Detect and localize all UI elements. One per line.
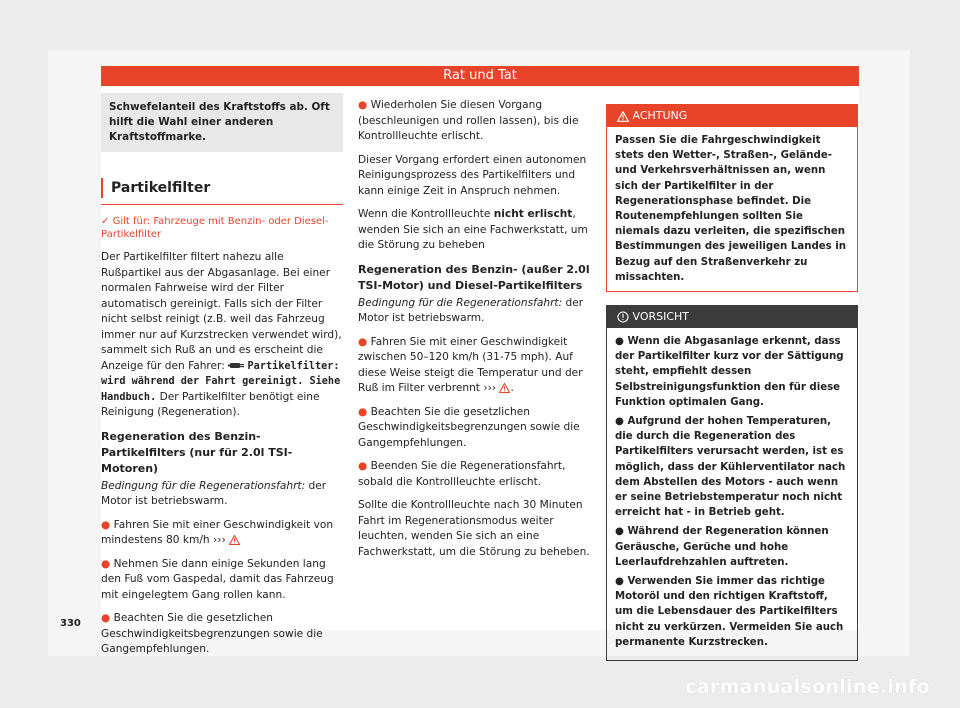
list-item	[101, 557, 343, 604]
paragraph-text: Wenn die Kontrollleuchte	[358, 208, 491, 220]
list-item-text: Beachten Sie die gesetzlichen Geschwindigkeitsbegrenzungen sowie die Gangempfehlungen.	[101, 612, 323, 655]
warning-box	[606, 104, 858, 292]
column-1	[101, 86, 343, 666]
caution-box	[606, 305, 858, 661]
list-item-text: Fahren Sie mit einer Geschwindigkeit von mindestens 80 km/h	[101, 518, 334, 546]
list-item	[615, 334, 849, 410]
warning-triangle-icon	[229, 535, 240, 545]
warning-triangle-icon	[617, 111, 629, 122]
header-title: Rat und Tat	[443, 68, 517, 83]
column-2	[358, 86, 600, 568]
section-title: Partikelfilter	[101, 178, 343, 198]
arrow-ref[interactable]: ›››	[483, 382, 497, 394]
title-rule	[101, 204, 343, 205]
caution-title: VORSICHT	[632, 310, 690, 324]
intro-text: Der Partikelfilter filtert nahezu alle Rußpartikel aus der Abgasanlage. Bei einer normalen Fahrweise wird der Filter automatisch gereinigt. Falls sich der Filter nicht selbst reinigt (z.B. weil das Fahrzeug immer nur auf Kurzstrecken verwendet wird), sammelt sich Ruß an und es erscheint die Anzeige für den Fahrer:	[101, 251, 342, 372]
paragraph-text-2: , wenden Sie sich an eine Fachwerkstatt, um die Störung zu beheben	[358, 208, 588, 251]
caution-body	[607, 328, 857, 660]
list-item-text: Wiederholen Sie diesen Vorgang (beschleunigen und rollen lassen), bis die Kontrollleuchte erlischt.	[358, 99, 579, 142]
paragraph: Sollte die Kontrollleuchte nach 30 Minuten Fahrt im Regenerationsmodus weiter leuchten, wenden Sie sich an eine Fachwerkstatt, um die Störung zu beheben.	[358, 499, 590, 558]
bullet-icon: ●	[101, 518, 111, 531]
page-number: 330	[60, 618, 81, 629]
bullet-icon: ●	[615, 526, 624, 538]
particle-filter-icon	[228, 361, 244, 370]
list-item-text: Aufgrund der hohen Temperaturen, die durch die Regeneration des Partikelfilters verursacht werden, ist es möglich, dass der Kühlerventilator nach dem Abstellen des Motors - auch wenn er seine Betriebstemperatur noch nicht erreicht hat - in Betrieb geht.	[615, 416, 846, 519]
list-item-text: Beenden Sie die Regenerationsfahrt, sobald die Kontrollleuchte erlischt.	[358, 460, 566, 488]
condition-text: der Motor ist betriebswarm.	[358, 296, 584, 324]
condition-text: der Motor ist betriebswarm.	[101, 479, 327, 507]
warning-text: Passen Sie die Fahrgeschwindigkeit stets den Wetter-, Straßen-, Gelände- und Verkehrsverhältnissen an, wenn sich der Partikelfilter in der Regenerationsphase befindet. Die Routenempfehlungen sollten Sie niemals dazu verleiten, die spezifischen Bestimmungen des jeweiligen Landes in Bezug auf den Straßenverkehr zu missachten.	[615, 135, 847, 283]
bullet-icon: ●	[615, 336, 624, 348]
caution-header	[607, 306, 857, 328]
list-item-text: Beachten Sie die gesetzlichen Geschwindigkeitsbegrenzungen sowie die Gangempfehlungen.	[358, 405, 580, 449]
bullet-icon: ●	[358, 335, 368, 348]
info-circle-icon	[617, 311, 629, 323]
list-item	[101, 518, 343, 549]
warning-title: ACHTUNG	[632, 109, 688, 122]
subheading-diesel: Regeneration des Benzin- (außer 2.0l TSI-Motor) und Diesel-Partikelfilters	[358, 262, 590, 292]
list-item	[615, 524, 849, 570]
list-item	[358, 405, 600, 452]
applies-to	[101, 215, 343, 241]
bullet-icon: ●	[615, 576, 624, 588]
warning-triangle-icon	[499, 383, 510, 393]
list-item-text: Wenn die Abgasanlage erkennt, dass der Partikelfilter kurz vor der Sättigung steht, empfiehlt dessen Selbstreinigungsfunktion den für diese Funktion optimalen Gang.	[615, 336, 844, 408]
bullet-icon: ●	[101, 557, 111, 570]
intro-paragraph	[101, 250, 343, 421]
list-item: ● Fahren Sie mit einer Geschwindigkeit zwischen 50–120 km/h (31-75 mph). Auf diese Weise steigt die Temperatur und der Ruß im Filter verbrennt ››› .	[358, 335, 583, 394]
list-item	[101, 611, 343, 658]
intro-box: Schwefelanteil des Kraftstoffs ab. Oft hilft die Wahl einer anderen Kraftstoffmarke.	[101, 93, 343, 152]
watermark: carmanualsonline.info	[685, 676, 930, 698]
paragraph: Dieser Vorgang erfordert einen autonomen Reinigungsprozess des Partikelfilters und kann einige Zeit in Anspruch nehmen.	[358, 153, 587, 197]
header-bar	[101, 66, 859, 86]
page-content	[101, 86, 859, 655]
bullet-icon: ●	[101, 612, 111, 624]
intro-text-2: Der Partikelfilter benötigt eine Reinigung (Regeneration).	[101, 390, 320, 418]
condition	[358, 296, 600, 327]
display-message: Partikelfilter: wird während der Fahrt gereinigt. Siehe Handbuch.	[101, 360, 341, 403]
bullet-icon: ●	[358, 460, 368, 472]
bullet-icon: ●	[615, 416, 624, 428]
applies-text: Gilt für: Fahrzeuge mit Benzin- oder Diesel-Partikelfilter	[101, 216, 329, 240]
list-item-text: Verwenden Sie immer das richtige Motoröl und den richtigen Kraftstoff, um die Lebensdauer des Partikelfilters nicht zu verkürzen. Vermeiden Sie auch permanente Kurzstrecken.	[615, 576, 844, 648]
bullet-icon: ●	[358, 99, 368, 111]
list-item	[358, 459, 600, 490]
list-item	[615, 414, 849, 520]
bullet-icon: ●	[358, 405, 368, 418]
condition-label: Bedingung für die Regenerationsfahrt:	[358, 296, 563, 309]
list-item-text: Nehmen Sie dann einige Sekunden lang den Fuß vom Gaspedal, damit das Fahrzeug mit eingelegtem Gang rollen kann.	[101, 557, 334, 601]
subheading-tsi: Regeneration des Benzin-Partikelfilters (nur für 2.0l TSI-Motoren)	[101, 429, 293, 475]
warning-header	[607, 105, 857, 127]
list-item	[358, 98, 600, 145]
condition-label: Bedingung für die Regenerationsfahrt:	[101, 479, 306, 492]
arrow-ref[interactable]: ›››	[212, 534, 226, 546]
paragraph-bold: nicht erlischt	[493, 208, 573, 220]
check-icon: ✓	[101, 216, 110, 227]
list-item	[615, 574, 849, 650]
list-item-text: Während der Regeneration können Geräusche, Gerüche und hohe Leerlaufdrehzahlen auftreten.	[615, 526, 829, 568]
column-3	[606, 86, 858, 661]
paragraph	[358, 207, 600, 254]
list-item-text: Fahren Sie mit einer Geschwindigkeit zwischen 50–120 km/h (31-75 mph). Auf diese Weise steigt die Temperatur und der Ruß im Filter verbrennt	[358, 335, 583, 394]
condition	[101, 479, 343, 510]
